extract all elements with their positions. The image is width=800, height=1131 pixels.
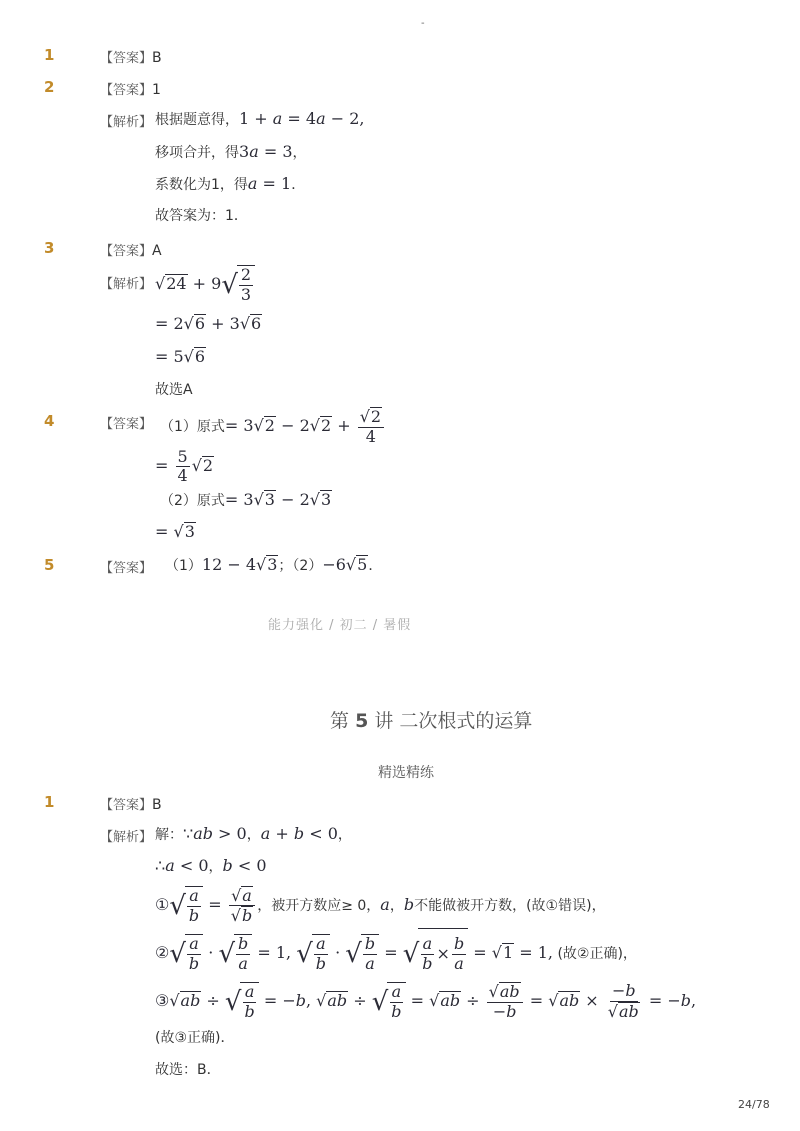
analysis-line: 解：∵ab > 0，a + b < 0， [155,824,352,843]
analysis-tag: 【解析】 [100,115,153,130]
analysis-line: 根据题意得，1 + a = 4a − 2, [155,109,365,128]
math-line: = √3 [155,522,195,541]
page-number: 24/78 [738,1098,770,1111]
header-mark: - [421,18,425,29]
final-choice: 故选：B． [155,1062,221,1078]
answer-tag: 【答案】B [100,50,162,66]
math-line: （2）原式= 3√3 − 2√3 [160,490,332,509]
analysis-line: 系数化为1，得a = 1． [155,174,306,193]
analysis-line: 故答案为：1． [155,208,248,224]
page-footer: 能力强化 / 初二 / 暑假 [268,618,412,633]
math-line: （1）原式= 3√2 − 2√2 + $\frac{√2}{4}$ [160,404,386,449]
section-title: 精选精练 [378,765,434,781]
answer-tag: 【答案】B [100,797,162,813]
question-number: 1 [44,46,55,64]
math-line: √24 + 9 √ $\frac{2}{3}$ [155,264,255,304]
analysis-line: ① √ $\frac{a}{b}$ = $\frac{√a}{√b}$ ，被开方数应≥ 0，a，b不能做被开方数，(故①错误)， [155,885,606,925]
answer-line: （1）12 − 4√3；（2）−6√5． [165,555,383,574]
answer-tag: 【答案】1 [100,82,161,98]
math-line: = $\frac{5}{4}$ √2 [155,446,214,485]
question-number: 4 [44,412,55,430]
analysis-tag: 【解析】 [100,830,153,845]
answer-tag: 【答案】A [100,243,162,259]
answer-tag: 【答案】 [100,417,153,432]
math-line: = 5√6 [155,347,206,366]
analysis-line: ∴a < 0，b < 0 [155,856,267,875]
analysis-line: ② √ $\frac{a}{b}$ · √ $\frac{b}{a}$ = 1, √ $\frac{a}{b}$ · √ $\frac{b}{a}$ = √ $\frac{a}{b}$ × $\frac{b}{a}$ = √1 = 1, (故②正确)， [155,928,637,979]
question-number: 3 [44,239,55,257]
question-number: 2 [44,78,55,96]
analysis-line: 移项合并，得3a = 3， [155,142,307,161]
analysis-line: ③√ab ÷ √ $\frac{a}{b}$ = −b, √ab ÷ √ $\frac{a}{b}$ = √ab ÷ $\frac{√ab}{-b}$ = √ab × $\frac{-b}{√ab}$ = −b, [155,981,697,1021]
final-choice: 故选A [155,382,193,398]
math-line: = 2√6 + 3√6 [155,314,262,333]
question-number: 5 [44,556,55,574]
answer-tag: 【答案】 [100,561,153,576]
question-number: 1 [44,793,55,811]
analysis-tag: 【解析】 [100,277,153,292]
analysis-line: (故③正确)． [155,1030,235,1046]
lecture-title: 第 5 讲 二次根式的运算 [330,710,533,732]
